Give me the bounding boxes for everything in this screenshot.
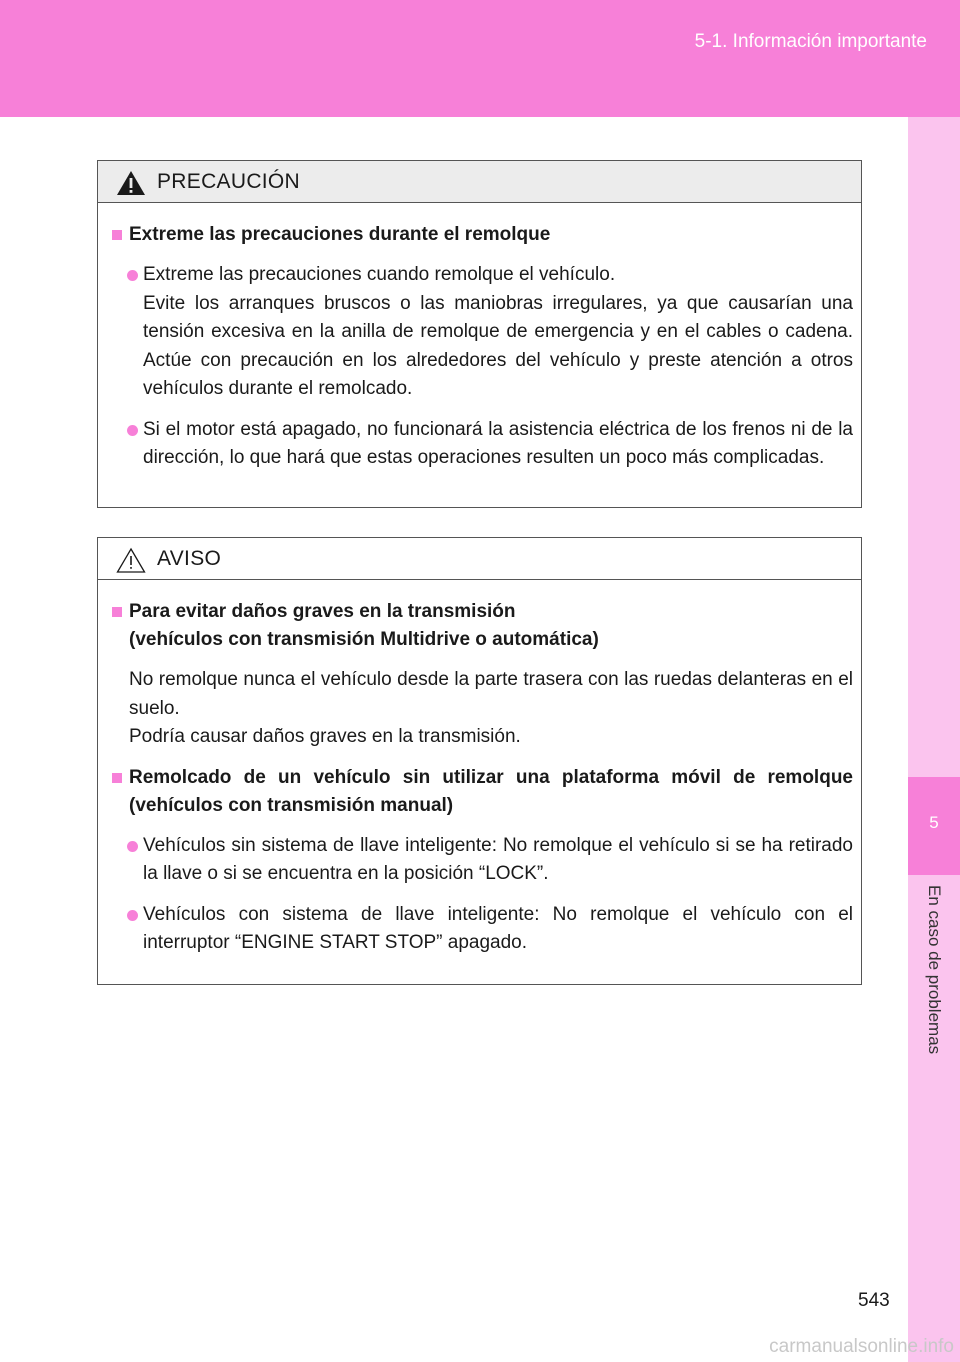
notice-bullet-2-text: Vehículos con sistema de llave inteligente: No remolque el vehículo con el interruptor “ENGINE START STOP” apagado. xyxy=(143,903,853,953)
watermark: carmanualsonline.info xyxy=(769,1336,954,1357)
notice-section-2-title xyxy=(112,764,853,820)
round-bullet-icon xyxy=(127,425,138,436)
notice-section-1-para-line1: No remolque nunca el vehículo desde la parte trasera con las ruedas delanteras en el suelo. xyxy=(129,669,853,719)
caution-box xyxy=(97,160,862,508)
notice-section-2-title-text: Remolcado de un vehículo sin utilizar una plataforma móvil de remolque xyxy=(129,766,853,788)
square-bullet-icon xyxy=(112,230,122,240)
round-bullet-icon xyxy=(127,270,138,281)
notice-box xyxy=(97,537,862,985)
notice-bullet-1-text: Vehículos sin sistema de llave inteligente: No remolque el vehículo si se ha retirado la llave o si se encuentra en la posición “LOCK”. xyxy=(143,834,853,884)
page-header xyxy=(0,0,960,117)
caution-bullet-1-line2: Evite los arranques bruscos o las maniobras irregulares, ya que causarían una tensión excesiva en la anilla de remolque de emergencia y en el cables o cadena. Actúe con precaución en los alrededores del vehículo y preste atención a otros vehículos durante el remolcado. xyxy=(143,292,853,399)
caution-section-title-text: Extreme las precauciones durante el remolque xyxy=(129,224,551,245)
square-bullet-icon xyxy=(112,607,122,617)
notice-section-2-title-line1-a xyxy=(129,764,853,792)
notice-section-1-title-line2: (vehículos con transmisión Multidrive o automática) xyxy=(129,629,599,650)
notice-body xyxy=(98,580,861,958)
caution-body xyxy=(98,203,861,473)
caution-label: PRECAUCIÓN xyxy=(157,170,301,193)
notice-label: AVISO xyxy=(157,547,222,570)
notice-section-1-title-line1: Para evitar daños graves en la transmisión xyxy=(129,601,516,622)
chapter-tab xyxy=(908,777,960,875)
notice-header xyxy=(98,538,861,580)
caution-bullet-1 xyxy=(143,261,853,404)
caution-bullet-2-text: Si el motor está apagado, no funcionará la asistencia eléctrica de los frenos ni de la dirección, lo que hará que estas operaciones resulten un poco más complicadas. xyxy=(143,418,853,468)
caution-bullet-2 xyxy=(143,416,853,473)
notice-section-1-paragraph xyxy=(129,666,853,752)
round-bullet-icon xyxy=(127,841,138,852)
warning-triangle-filled-icon xyxy=(116,170,146,201)
caution-header xyxy=(98,161,861,203)
notice-section-1-title xyxy=(112,598,853,654)
section-title: 5-1. Información importante xyxy=(694,31,927,52)
side-strip xyxy=(908,117,960,1362)
warning-triangle-outline-icon xyxy=(116,547,146,578)
notice-section-2-title-line2: (vehículos con transmisión manual) xyxy=(129,794,454,816)
chapter-title: En caso de problemas xyxy=(925,885,944,1055)
notice-bullet-1 xyxy=(143,832,853,889)
square-bullet-icon xyxy=(112,773,122,783)
round-bullet-icon xyxy=(127,910,138,921)
caution-bullet-1-line1: Extreme las precauciones cuando remolque el vehículo. xyxy=(143,264,616,285)
page-number: 543 xyxy=(858,1290,890,1311)
chapter-number: 5 xyxy=(929,813,939,832)
notice-bullet-2 xyxy=(143,901,853,958)
notice-section-1-para-line2: Podría causar daños graves en la transmisión. xyxy=(129,726,521,747)
caution-section-title xyxy=(112,221,853,249)
